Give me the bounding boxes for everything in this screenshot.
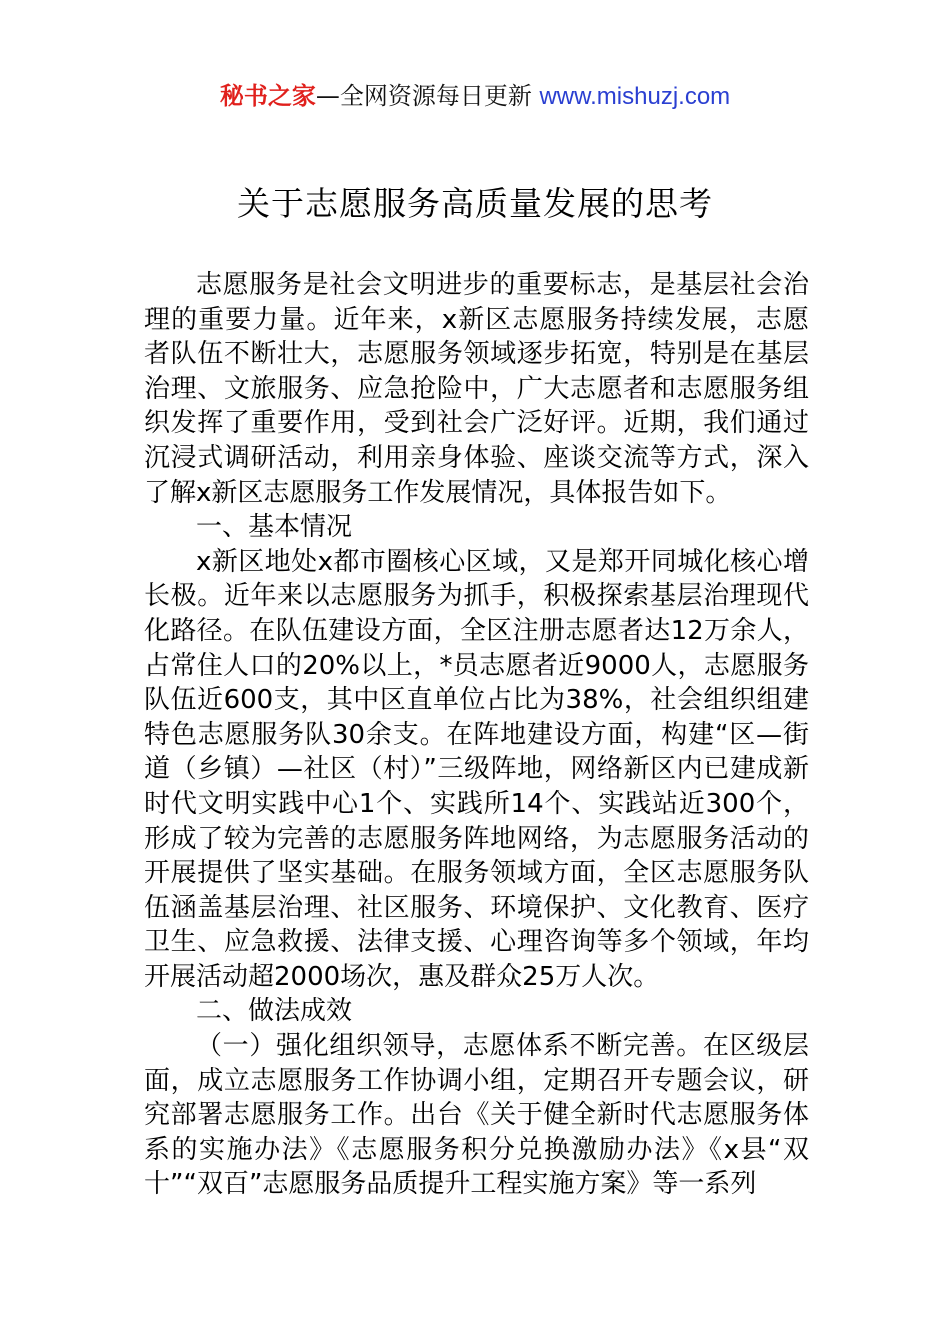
intro-paragraph: 志愿服务是社会文明进步的重要标志，是基层社会治理的重要力量。近年来，x新区志愿服务持续发展，志愿者队伍不断壮大，志愿服务领域逐步拓宽，特别是在基层治理、文旅服务、应急抢险中，广大志愿者和志愿服务组织发挥了重要作用，受到社会广泛好评。近期，我们通过沉浸式调研活动，利用亲身体验、座谈交流等方式，深入了解x新区志愿服务工作发展情况，具体报告如下。 xyxy=(144,270,809,508)
practice-paragraph-1: （一）强化组织领导，志愿体系不断完善。在区级层面，成立志愿服务工作协调小组，定期召开专题会议，研究部署志愿服务工作。出台《关于健全新时代志愿服务体系的实施办法》《志愿服务积分兑换激励办法》《x县“双十”“双百”志愿服务品质提升工程实施方案》等一系列 xyxy=(144,1031,809,1200)
section-heading-basic: 一、基本情况 xyxy=(196,512,353,543)
document-body xyxy=(144,268,809,1202)
document-title: 关于志愿服务高质量发展的思考 xyxy=(237,184,713,223)
page-header xyxy=(0,80,950,113)
header-tagline: —全网资源每日更新 xyxy=(315,82,540,110)
section-heading-practice: 二、做法成效 xyxy=(196,996,353,1027)
brand-name: 秘书之家 xyxy=(219,82,316,110)
basic-situation-paragraph: x新区地处x都市圈核心区域，又是郑开同城化核心增长极。近年来以志愿服务为抓手，积极探索基层治理现代化路径。在队伍建设方面，全区注册志愿者达12万余人，占常住人口的20%以上，*员志愿者近9000人，志愿服务队伍近600支，其中区直单位占比为38%，社会组织组建特色志愿服务队30余支。在阵地建设方面，构建“区—街道（乡镇）—社区（村）”三级阵地，网络新区内已建成新时代文明实践中心1个、实践所14个、实践站近300个，形成了较为完善的志愿服务阵地网络，为志愿服务活动的开展提供了坚实基础。在服务领域方面，全区志愿服务队伍涵盖基层治理、社区服务、环境保护、文化教育、医疗卫生、应急救援、法律支援、心理咨询等多个领域，年均开展活动超2000场次，惠及群众25万人次。 xyxy=(144,546,809,992)
site-url-link[interactable]: www.mishuzj.com xyxy=(539,83,731,110)
